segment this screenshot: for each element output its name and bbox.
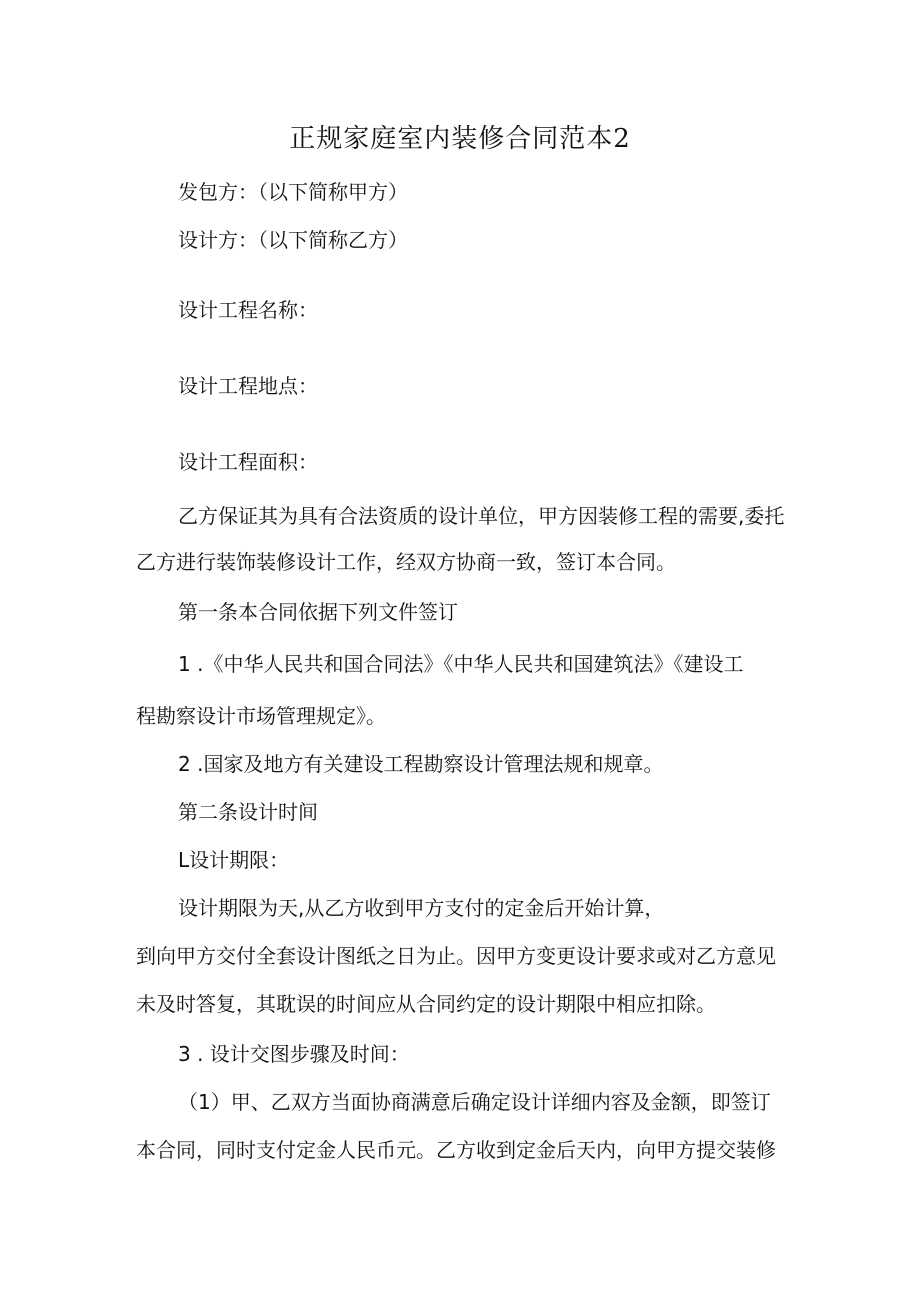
article-heading: 第一条本合同依据下列文件签订 [178,600,458,624]
paragraph-line: 到向甲方交付全套设计图纸之日为止。因甲方变更设计要求或对乙方意见 [136,944,776,968]
party-b-line: 设计方：（以下简称乙方） [178,228,408,252]
project-area-line: 设计工程面积： [178,450,318,474]
paragraph-line: 设计期限为天,从乙方收到甲方支付的定金后开始计算， [178,896,665,920]
sub-heading: L设计期限： [178,848,290,872]
paragraph-line: 未及时答复，其耽误的时间应从合同约定的设计期限中相应扣除。 [136,992,716,1016]
document-title: 正规家庭室内装修合同范本2 [289,124,631,154]
list-item: 2 .国家及地方有关建设工程勘察设计管理法规和规章。 [178,752,664,776]
list-item-continuation: 程勘察设计市场管理规定》。 [136,704,386,728]
sub-heading: 3 . 设计交图步骤及时间： [178,1042,410,1066]
paragraph-line: 乙方保证其为具有合法资质的设计单位，甲方因装修工程的需要,委托 [178,504,785,528]
paragraph-line: （1）甲、乙双方当面协商满意后确定设计详细内容及金额，即签订 [178,1090,771,1114]
project-location-line: 设计工程地点： [178,374,318,398]
project-name-line: 设计工程名称： [178,298,318,322]
paragraph-line: 本合同，同时支付定金人民币元。乙方收到定金后天内，向甲方提交装修 [136,1138,776,1162]
article-heading: 第二条设计时间 [178,800,318,824]
list-item: 1 .《中华人民共和国合同法》《中华人民共和国建筑法》《建设工 [178,652,744,676]
paragraph-line: 乙方进行装饰装修设计工作，经双方协商一致，签订本合同。 [136,550,676,574]
party-a-line: 发包方：（以下简称甲方） [178,180,408,204]
